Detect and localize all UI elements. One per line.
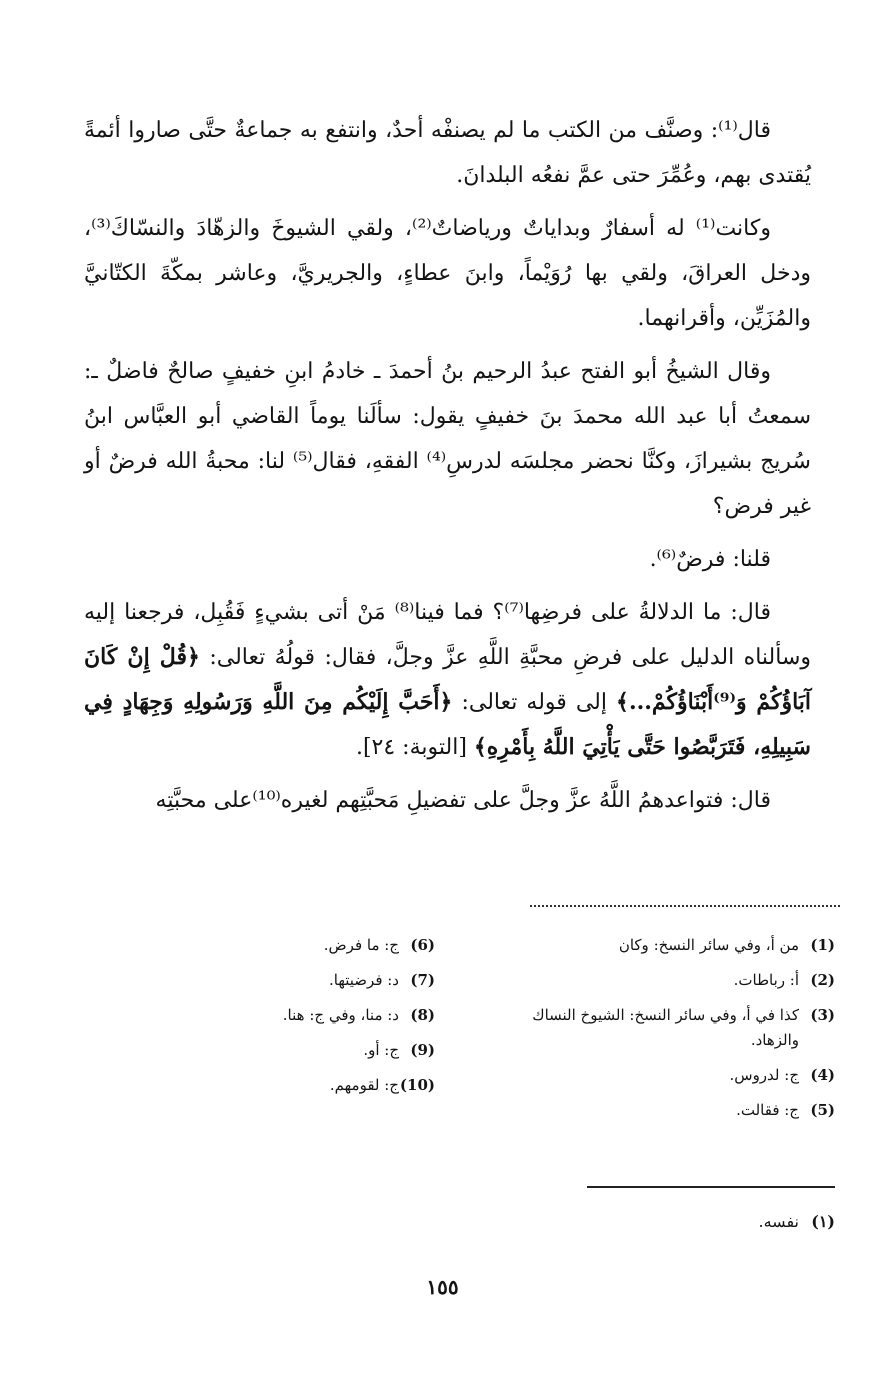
footnote: [490, 933, 835, 958]
footnote-number: (5): [810, 1101, 835, 1119]
bottom-footnote-text: نفسه.: [758, 1212, 799, 1231]
footnote: [195, 933, 435, 958]
quran-verse-1: ﴿قُلْ إِنْ كَانَ آبَاؤُكُمْ وَ⁽⁹⁾أَبْنَاؤُكُمْ...﴾: [84, 644, 812, 715]
paragraph-4: قلنا: فرضٌ⁽⁶⁾.: [649, 547, 771, 572]
footnote-separator-dots: [530, 905, 840, 907]
verse-reference: [التوبة: ٢٤].: [355, 735, 474, 760]
footnote-number: (4): [810, 1066, 835, 1084]
footnote-number: (3): [810, 1006, 835, 1024]
paragraph-5-text: قال: ما الدلالةُ على فرضِها⁽⁷⁾؟ فما فينا⁽⁸⁾ مَنْ أتى بشيءٍ فَقُبِل، فرجعنا إليه وسألناه الدليل على فرضِ محبَّةِ اللَّهِ عزَّ وجلَّ، فقال: قولُهُ تعالى:: [84, 600, 812, 670]
paragraph-3: وقال الشيخُ أبو الفتح عبدُ الرحيم بنُ أحمدَ ـ خادمُ ابنِ خفيفٍ صالحٌ فاضلٌ ـ: سمعتُ أبا عبد الله محمدَ بنَ خفيفٍ يقول: سألَنا يوماً القاضي أبو العبَّاس ابنُ سُريج بشيرازَ، وكنَّا نحضر مجلسَه لدرسِ⁽⁴⁾ الفقهِ، فقال⁽⁵⁾ لنا: محبةُ الله فرضٌ أو غير فرض؟: [84, 359, 811, 519]
verse-link-text: إلى قوله تعالى:: [452, 690, 617, 715]
footnote-number: (10): [399, 1076, 435, 1094]
footnote-text: كذا في أ، وفي سائر النسخ: الشيوخ النساك والزهاد.: [532, 1006, 799, 1049]
footnote-number: (8): [410, 1006, 435, 1024]
footnote-number: (2): [810, 971, 835, 989]
footnote-text: أ: رباطات.: [733, 971, 799, 989]
footnote-text: ج: فقالت.: [736, 1101, 799, 1119]
footnote-text: د: فرضيتها.: [329, 971, 399, 989]
footnotes-right-column: [490, 933, 835, 1133]
footnote-text: د: منا، وفي ج: هنا.: [282, 1006, 399, 1024]
paragraph-6: قال: فتواعدهمُ اللَّهُ عزَّ وجلَّ على تفضيلِ مَحبَّتِهم لغيره⁽¹⁰⁾على محبَّتِه: [155, 788, 771, 813]
footnote-rule: [587, 1186, 835, 1188]
footnote-text: من أ، وفي سائر النسخ: وكان: [618, 936, 799, 954]
page-number: ١٥٥: [426, 1275, 459, 1299]
footnote: [490, 1063, 835, 1088]
quran-verse-2: ﴿أَحَبَّ إِلَيْكُم مِنَ اللَّهِ وَرَسُولِهِ وَجِهَادٍ فِي سَبِيلِهِ، فَتَرَبَّصُوا حَتَّى يَأْتِيَ اللَّهُ بِأَمْرِهِ﴾: [84, 689, 811, 760]
footnote-number: (6): [410, 936, 435, 954]
footnote-number: (7): [410, 971, 435, 989]
paragraph-5: [84, 590, 811, 770]
bottom-footnote: [759, 1212, 835, 1231]
paragraph-2: وكانت⁽¹⁾ له أسفارٌ وبداياتٌ ورياضاتٌ⁽²⁾، ولقي الشيوخَ والزهّادَ والنسّاكَ⁽³⁾، ودخل العراقَ، ولقي بها رُوَيْماً، وابنَ عطاءٍ، والجريريَّ، وعاشر بمكّةَ الكتّانيَّ والمُزَيِّن، وأقرانهما.: [84, 216, 811, 331]
footnote-number: (1): [810, 936, 835, 954]
footnote: [490, 1098, 835, 1123]
footnote: [490, 1003, 835, 1053]
footnote-text: ج: لدروس.: [729, 1066, 799, 1084]
paragraph-1: قال⁽¹⁾: وصنَّف من الكتب ما لم يصنفْه أحدٌ، وانتفع به جماعةٌ حتَّى صاروا أئمةً يُقتدى بهم، وعُمِّرَ حتى عمَّ نفعُه البلدانَ.: [84, 118, 811, 188]
footnote: [195, 1038, 435, 1063]
footnote: [195, 1003, 435, 1028]
main-text: [84, 108, 811, 831]
footnote-number: (9): [410, 1041, 435, 1059]
footnote-text: ج: أو.: [363, 1041, 399, 1059]
bottom-footnote-number: (١): [811, 1212, 835, 1231]
footnote: [490, 968, 835, 993]
footnote-text: ج: ما فرض.: [323, 936, 399, 954]
footnotes-left-column: [195, 933, 435, 1108]
footnote-text: ج: لقومهم.: [329, 1076, 399, 1094]
footnote: [195, 968, 435, 993]
footnote: [195, 1073, 435, 1098]
